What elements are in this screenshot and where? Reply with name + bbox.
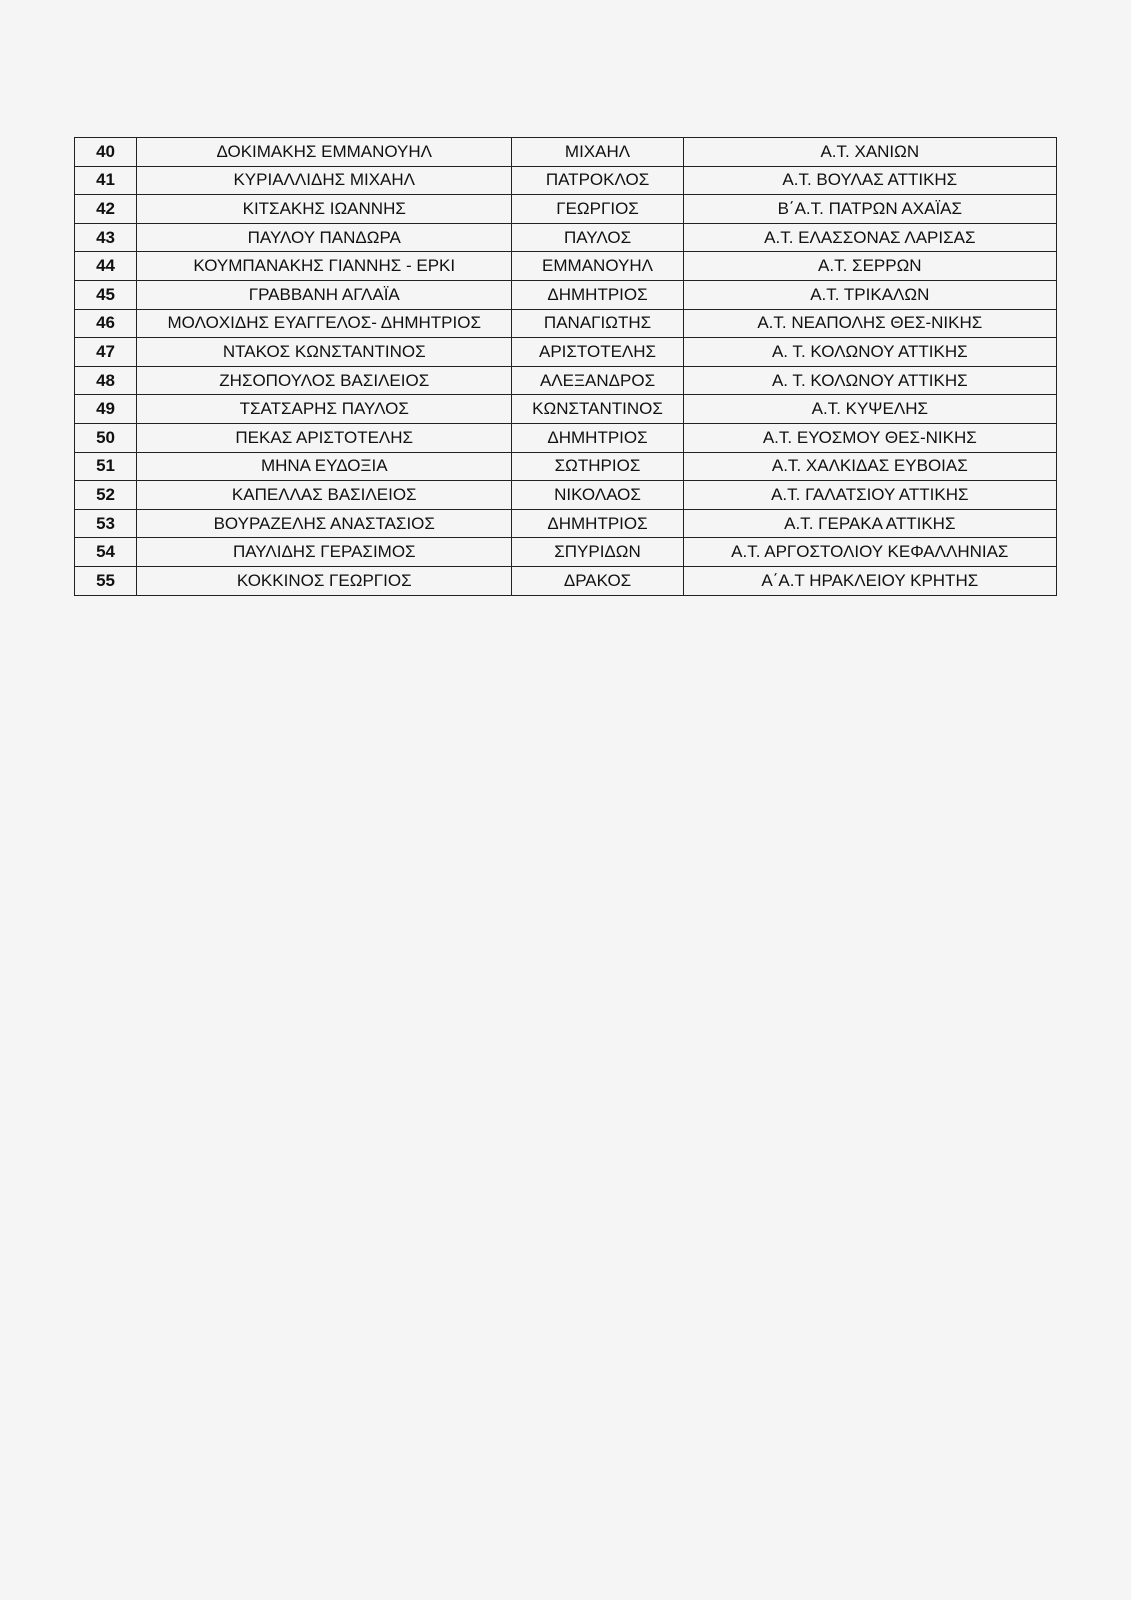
roster-table-body xyxy=(75,138,1057,596)
full-name: ΚΥΡΙΑΛΛΙΔΗΣ ΜΙΧΑΗΛ xyxy=(137,166,512,195)
table-row xyxy=(75,280,1057,309)
police-department: Α.Τ. ΣΕΡΡΩΝ xyxy=(683,252,1056,281)
table-row xyxy=(75,252,1057,281)
row-number: 45 xyxy=(75,280,137,309)
full-name: ΠΑΥΛΙΔΗΣ ΓΕΡΑΣΙΜΟΣ xyxy=(137,538,512,567)
police-department: Α.Τ. ΝΕΑΠΟΛΗΣ ΘΕΣ-ΝΙΚΗΣ xyxy=(683,309,1056,338)
father-name: ΜΙΧΑΗΛ xyxy=(512,138,683,167)
police-department: Β΄Α.Τ. ΠΑΤΡΩΝ ΑΧΑΪΑΣ xyxy=(683,195,1056,224)
full-name: ΒΟΥΡΑΖΕΛΗΣ ΑΝΑΣΤΑΣΙΟΣ xyxy=(137,509,512,538)
row-number: 53 xyxy=(75,509,137,538)
table-row xyxy=(75,366,1057,395)
full-name: ΠΕΚΑΣ ΑΡΙΣΤΟΤΕΛΗΣ xyxy=(137,423,512,452)
father-name: ΠΑΤΡΟΚΛΟΣ xyxy=(512,166,683,195)
table-row xyxy=(75,338,1057,367)
father-name: ΠΑΝΑΓΙΩΤΗΣ xyxy=(512,309,683,338)
father-name: ΝΙΚΟΛΑΟΣ xyxy=(512,481,683,510)
father-name: ΓΕΩΡΓΙΟΣ xyxy=(512,195,683,224)
full-name: ΜΗΝΑ ΕΥΔΟΞΙΑ xyxy=(137,452,512,481)
table-row xyxy=(75,166,1057,195)
table-row xyxy=(75,309,1057,338)
father-name: ΣΩΤΗΡΙΟΣ xyxy=(512,452,683,481)
police-department: Α.Τ. ΚΥΨΕΛΗΣ xyxy=(683,395,1056,424)
father-name: ΔΗΜΗΤΡΙΟΣ xyxy=(512,423,683,452)
table-row xyxy=(75,566,1057,595)
row-number: 47 xyxy=(75,338,137,367)
father-name: ΣΠΥΡΙΔΩΝ xyxy=(512,538,683,567)
father-name: ΚΩΝΣΤΑΝΤΙΝΟΣ xyxy=(512,395,683,424)
father-name: ΠΑΥΛΟΣ xyxy=(512,223,683,252)
row-number: 43 xyxy=(75,223,137,252)
row-number: 42 xyxy=(75,195,137,224)
table-row xyxy=(75,481,1057,510)
row-number: 44 xyxy=(75,252,137,281)
row-number: 55 xyxy=(75,566,137,595)
table-row xyxy=(75,452,1057,481)
full-name: ΚΟΥΜΠΑΝΑΚΗΣ ΓΙΑΝΝΗΣ - ΕΡΚΙ xyxy=(137,252,512,281)
father-name: ΕΜΜΑΝΟΥΗΛ xyxy=(512,252,683,281)
father-name: ΑΡΙΣΤΟΤΕΛΗΣ xyxy=(512,338,683,367)
police-department: Α. Τ. ΚΟΛΩΝΟΥ ΑΤΤΙΚΗΣ xyxy=(683,338,1056,367)
father-name: ΔΡΑΚΟΣ xyxy=(512,566,683,595)
row-number: 49 xyxy=(75,395,137,424)
father-name: ΔΗΜΗΤΡΙΟΣ xyxy=(512,509,683,538)
row-number: 51 xyxy=(75,452,137,481)
row-number: 41 xyxy=(75,166,137,195)
row-number: 40 xyxy=(75,138,137,167)
table-row xyxy=(75,538,1057,567)
full-name: ΚΙΤΣΑΚΗΣ ΙΩΑΝΝΗΣ xyxy=(137,195,512,224)
police-department: Α.Τ. ΑΡΓΟΣΤΟΛΙΟΥ ΚΕΦΑΛΛΗΝΙΑΣ xyxy=(683,538,1056,567)
table-row xyxy=(75,138,1057,167)
police-department: Α.Τ. ΕΥΟΣΜΟΥ ΘΕΣ-ΝΙΚΗΣ xyxy=(683,423,1056,452)
police-department: Α.Τ. ΒΟΥΛΑΣ ΑΤΤΙΚΗΣ xyxy=(683,166,1056,195)
full-name: ΖΗΣΟΠΟΥΛΟΣ ΒΑΣΙΛΕΙΟΣ xyxy=(137,366,512,395)
row-number: 46 xyxy=(75,309,137,338)
police-department: Α.Τ. ΕΛΑΣΣΟΝΑΣ ΛΑΡΙΣΑΣ xyxy=(683,223,1056,252)
row-number: 52 xyxy=(75,481,137,510)
full-name: ΜΟΛΟΧΙΔΗΣ ΕΥΑΓΓΕΛΟΣ- ΔΗΜΗΤΡΙΟΣ xyxy=(137,309,512,338)
police-department: Α.Τ. ΤΡΙΚΑΛΩΝ xyxy=(683,280,1056,309)
table-row xyxy=(75,395,1057,424)
full-name: ΚΑΠΕΛΛΑΣ ΒΑΣΙΛΕΙΟΣ xyxy=(137,481,512,510)
father-name: ΔΗΜΗΤΡΙΟΣ xyxy=(512,280,683,309)
row-number: 48 xyxy=(75,366,137,395)
police-department: Α.Τ. ΧΑΛΚΙΔΑΣ ΕΥΒΟΙΑΣ xyxy=(683,452,1056,481)
full-name: ΔΟΚΙΜΑΚΗΣ ΕΜΜΑΝΟΥΗΛ xyxy=(137,138,512,167)
police-department: Α. Τ. ΚΟΛΩΝΟΥ ΑΤΤΙΚΗΣ xyxy=(683,366,1056,395)
table-row xyxy=(75,509,1057,538)
roster-table xyxy=(74,137,1057,596)
full-name: ΚΟΚΚΙΝΟΣ ΓΕΩΡΓΙΟΣ xyxy=(137,566,512,595)
table-row xyxy=(75,423,1057,452)
full-name: ΝΤΑΚΟΣ ΚΩΝΣΤΑΝΤΙΝΟΣ xyxy=(137,338,512,367)
full-name: ΓΡΑΒΒΑΝΗ ΑΓΛΑΪΑ xyxy=(137,280,512,309)
police-department: Α.Τ. ΓΕΡΑΚΑ ΑΤΤΙΚΗΣ xyxy=(683,509,1056,538)
row-number: 50 xyxy=(75,423,137,452)
full-name: ΤΣΑΤΣΑΡΗΣ ΠΑΥΛΟΣ xyxy=(137,395,512,424)
police-department: Α.Τ. ΧΑΝΙΩΝ xyxy=(683,138,1056,167)
table-row xyxy=(75,195,1057,224)
father-name: ΑΛΕΞΑΝΔΡΟΣ xyxy=(512,366,683,395)
full-name: ΠΑΥΛΟΥ ΠΑΝΔΩΡΑ xyxy=(137,223,512,252)
row-number: 54 xyxy=(75,538,137,567)
police-department: Α΄Α.Τ ΗΡΑΚΛΕΙΟΥ ΚΡΗΤΗΣ xyxy=(683,566,1056,595)
table-row xyxy=(75,223,1057,252)
police-department: Α.Τ. ΓΑΛΑΤΣΙΟΥ ΑΤΤΙΚΗΣ xyxy=(683,481,1056,510)
